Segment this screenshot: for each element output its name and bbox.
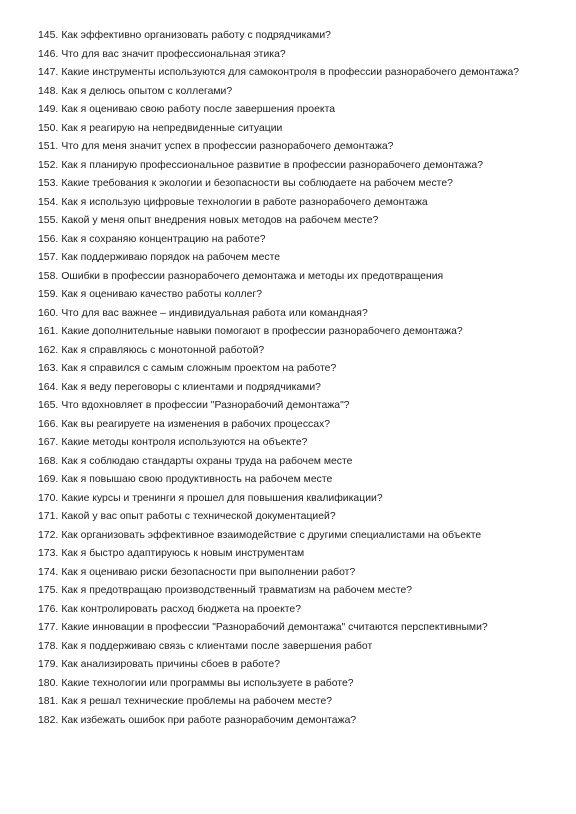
item-number: 154. [38, 196, 59, 208]
item-number: 179. [38, 659, 59, 670]
list-item [38, 305, 538, 324]
item-text: Как я повышаю свою продуктивность на рабочем месте [61, 474, 333, 485]
item-text: Как я оцениваю качество работы коллег? [61, 289, 263, 300]
item-text: Какие курсы и тренинги я прошел для повышения квалификации? [61, 492, 383, 504]
item-number: 175. [38, 585, 59, 596]
list-item [38, 582, 538, 601]
item-text: Как поддерживаю порядок на рабочем месте [61, 252, 281, 263]
item-number: 153. [38, 178, 59, 189]
item-text: Какие инновации в профессии "Разнорабочий демонтажа" считаются перспективными? [61, 622, 488, 633]
list-item [38, 490, 538, 509]
item-number: 147. [38, 67, 59, 78]
item-text: Как я справился с самым сложным проектом на работе? [61, 363, 337, 374]
item-text: Какие инструменты используются для самоконтроля в профессии разнорабочего демонтажа? [61, 67, 520, 78]
list-item [38, 712, 538, 731]
list-item [38, 101, 538, 120]
item-text: Как я делюсь опытом с коллегами? [61, 85, 233, 97]
list-item [38, 27, 538, 46]
item-text: Как я сохраняю концентрацию на работе? [61, 233, 266, 245]
list-item [38, 120, 538, 139]
item-text: Как я соблюдаю стандарты охраны труда на рабочем месте [61, 455, 353, 467]
list-item [38, 360, 538, 379]
item-number: 171. [38, 511, 59, 522]
item-number: 163. [38, 363, 59, 374]
list-item [38, 268, 538, 287]
item-text: Как анализировать причины сбоев в работе? [61, 659, 280, 670]
item-text: Какие методы контроля используются на объекте? [61, 437, 308, 448]
item-text: Какой у вас опыт работы с технической документацией? [61, 511, 336, 522]
list-item [38, 249, 538, 268]
list-item [38, 64, 538, 83]
item-text: Как я предотвращаю производственный травматизм на рабочем месте? [61, 585, 413, 596]
item-number: 152. [38, 159, 59, 171]
item-number: 155. [38, 215, 59, 226]
list-item [38, 619, 538, 638]
item-text: Что для меня значит успех в профессии разнорабочего демонтажа? [61, 141, 394, 152]
item-text: Ошибки в профессии разнорабочего демонтажа и методы их предотвращения [61, 270, 444, 282]
list-item [38, 397, 538, 416]
list-item [38, 453, 538, 472]
list-item [38, 138, 538, 157]
item-number: 167. [38, 437, 59, 448]
item-number: 180. [38, 677, 59, 689]
item-number: 176. [38, 603, 59, 615]
item-number: 169. [38, 474, 59, 485]
item-text: Как я поддерживаю связь с клиентами после завершения работ [61, 640, 373, 652]
item-number: 150. [38, 122, 59, 134]
item-text: Какие дополнительные навыки помогают в профессии разнорабочего демонтажа? [61, 326, 463, 337]
list-item [38, 527, 538, 546]
item-text: Какой у меня опыт внедрения новых методов на рабочем месте? [61, 215, 379, 226]
item-number: 161. [38, 326, 59, 337]
item-text: Как контролировать расход бюджета на проекте? [61, 603, 302, 615]
item-text: Как вы реагируете на изменения в рабочих процессах? [61, 418, 331, 430]
list-item [38, 656, 538, 675]
item-text: Как я использую цифровые технологии в работе разнорабочего демонтажа [61, 196, 428, 208]
item-text: Как организовать эффективное взаимодействие с другими специалистами на объекте [61, 529, 482, 541]
item-text: Что вдохновляет в профессии "Разнорабочий демонтажа"? [61, 400, 350, 411]
item-number: 159. [38, 289, 59, 300]
item-text: Как избежать ошибок при работе разнорабочим демонтажа? [61, 714, 357, 726]
list-item [38, 564, 538, 583]
list-item [38, 46, 538, 65]
list-item [38, 83, 538, 102]
item-text: Как я справляюсь с монотонной работой? [61, 344, 265, 356]
list-item [38, 212, 538, 231]
list-item [38, 194, 538, 213]
item-number: 174. [38, 566, 59, 578]
item-number: 145. [38, 30, 59, 41]
list-item [38, 434, 538, 453]
list-item [38, 693, 538, 712]
item-text: Какие требования к экологии и безопасности вы соблюдаете на рабочем месте? [61, 178, 453, 189]
item-text: Что для вас важнее – индивидуальная работа или командная? [61, 307, 368, 319]
item-number: 146. [38, 48, 59, 60]
list-item [38, 175, 538, 194]
item-number: 162. [38, 344, 59, 356]
item-text: Как я планирую профессиональное развитие в профессии разнорабочего демонтажа? [61, 159, 484, 171]
list-item [38, 416, 538, 435]
list-item [38, 471, 538, 490]
item-number: 172. [38, 529, 59, 541]
item-number: 182. [38, 714, 59, 726]
list-item [38, 601, 538, 620]
question-list [38, 27, 538, 730]
item-number: 173. [38, 548, 59, 559]
item-text: Какие технологии или программы вы используете в работе? [61, 677, 354, 689]
list-item [38, 638, 538, 657]
item-number: 170. [38, 492, 59, 504]
item-number: 151. [38, 141, 59, 152]
item-number: 177. [38, 622, 59, 633]
item-number: 166. [38, 418, 59, 430]
item-text: Как я веду переговоры с клиентами и подрядчиками? [61, 381, 321, 393]
item-number: 168. [38, 455, 59, 467]
item-text: Как я оцениваю риски безопасности при выполнении работ? [61, 566, 356, 578]
item-text: Как я решал технические проблемы на рабочем месте? [61, 696, 333, 707]
item-text: Как я быстро адаптируюсь к новым инструментам [61, 548, 305, 559]
item-text: Что для вас значит профессиональная этика? [61, 48, 286, 60]
item-number: 149. [38, 104, 59, 115]
list-item [38, 675, 538, 694]
list-item [38, 508, 538, 527]
list-item [38, 286, 538, 305]
item-text: Как я реагирую на непредвиденные ситуации [61, 122, 283, 134]
item-number: 156. [38, 233, 59, 245]
item-text: Как эффективно организовать работу с подрядчиками? [61, 30, 331, 41]
item-number: 157. [38, 252, 59, 263]
item-number: 158. [38, 270, 59, 282]
item-number: 178. [38, 640, 59, 652]
list-item [38, 231, 538, 250]
item-text: Как я оцениваю свою работу после завершения проекта [61, 104, 336, 115]
list-item [38, 379, 538, 398]
item-number: 181. [38, 696, 59, 707]
item-number: 148. [38, 85, 59, 97]
item-number: 165. [38, 400, 59, 411]
list-item [38, 545, 538, 564]
list-item [38, 342, 538, 361]
list-item [38, 157, 538, 176]
list-item [38, 323, 538, 342]
item-number: 164. [38, 381, 59, 393]
item-number: 160. [38, 307, 59, 319]
